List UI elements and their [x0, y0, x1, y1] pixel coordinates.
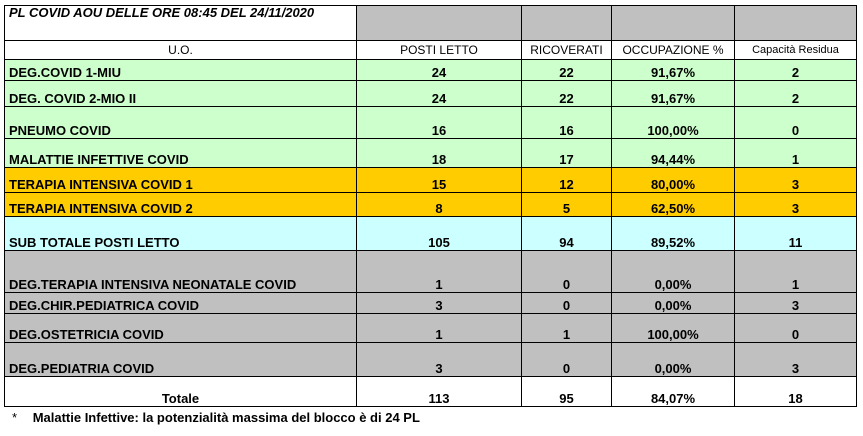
covid-beds-table	[4, 5, 857, 407]
row-posti-letto: 105	[357, 217, 522, 251]
header-row	[5, 41, 857, 60]
row-ricoverati: 22	[522, 60, 612, 81]
row-posti-letto: 18	[357, 139, 522, 168]
header-capacita-residua: Capacità Residua	[735, 41, 857, 60]
title-filler-cell	[612, 6, 735, 41]
title-row	[5, 6, 857, 41]
row-uo: DEG. COVID 2-MIO II	[5, 81, 357, 107]
row-occupazione: 89,52%	[612, 217, 735, 251]
table-row	[5, 293, 857, 314]
row-uo: Totale	[5, 377, 357, 407]
row-uo: DEG.COVID 1-MIU	[5, 60, 357, 81]
row-capacita-residua: 3	[735, 168, 857, 193]
table-row	[5, 60, 857, 81]
header-occupazione: OCCUPAZIONE %	[612, 41, 735, 60]
row-occupazione: 0,00%	[612, 293, 735, 314]
row-capacita-residua: 1	[735, 139, 857, 168]
row-posti-letto: 24	[357, 81, 522, 107]
header-posti-letto: POSTI LETTO	[357, 41, 522, 60]
footnote	[12, 410, 420, 425]
row-uo: TERAPIA INTENSIVA COVID 1	[5, 168, 357, 193]
total-row	[5, 377, 857, 407]
footnote-marker: *	[12, 410, 18, 425]
row-ricoverati: 95	[522, 377, 612, 407]
report-title: PL COVID AOU DELLE ORE 08:45 DEL 24/11/2020	[5, 6, 357, 41]
row-ricoverati: 0	[522, 251, 612, 293]
row-posti-letto: 24	[357, 60, 522, 81]
row-ricoverati: 17	[522, 139, 612, 168]
row-occupazione: 91,67%	[612, 60, 735, 81]
title-filler-cell	[522, 6, 612, 41]
table-row	[5, 168, 857, 193]
row-occupazione: 100,00%	[612, 314, 735, 343]
table-row	[5, 193, 857, 217]
row-capacita-residua: 1	[735, 251, 857, 293]
title-filler-cell	[357, 6, 522, 41]
row-capacita-residua: 0	[735, 107, 857, 139]
row-occupazione: 0,00%	[612, 343, 735, 377]
row-ricoverati: 12	[522, 168, 612, 193]
row-uo: DEG.OSTETRICIA COVID	[5, 314, 357, 343]
row-posti-letto: 1	[357, 314, 522, 343]
row-uo: DEG.PEDIATRIA COVID	[5, 343, 357, 377]
row-capacita-residua: 11	[735, 217, 857, 251]
table-row	[5, 139, 857, 168]
row-ricoverati: 0	[522, 343, 612, 377]
row-ricoverati: 1	[522, 314, 612, 343]
header-uo: U.O.	[5, 41, 357, 60]
subtotal-row	[5, 217, 857, 251]
row-uo: PNEUMO COVID	[5, 107, 357, 139]
row-ricoverati: 0	[522, 293, 612, 314]
row-uo: DEG.CHIR.PEDIATRICA COVID	[5, 293, 357, 314]
row-capacita-residua: 3	[735, 293, 857, 314]
row-ricoverati: 22	[522, 81, 612, 107]
row-posti-letto: 16	[357, 107, 522, 139]
row-posti-letto: 113	[357, 377, 522, 407]
header-ricoverati: RICOVERATI	[522, 41, 612, 60]
title-filler-cell	[735, 6, 857, 41]
table-row	[5, 81, 857, 107]
row-capacita-residua: 3	[735, 193, 857, 217]
row-occupazione: 91,67%	[612, 81, 735, 107]
row-posti-letto: 1	[357, 251, 522, 293]
row-occupazione: 80,00%	[612, 168, 735, 193]
row-capacita-residua: 18	[735, 377, 857, 407]
table-row	[5, 251, 857, 293]
row-uo: DEG.TERAPIA INTENSIVA NEONATALE COVID	[5, 251, 357, 293]
row-occupazione: 0,00%	[612, 251, 735, 293]
row-capacita-residua: 0	[735, 314, 857, 343]
table-row	[5, 343, 857, 377]
row-ricoverati: 94	[522, 217, 612, 251]
row-posti-letto: 3	[357, 293, 522, 314]
row-ricoverati: 16	[522, 107, 612, 139]
row-capacita-residua: 2	[735, 81, 857, 107]
row-uo: MALATTIE INFETTIVE COVID	[5, 139, 357, 168]
row-posti-letto: 3	[357, 343, 522, 377]
row-ricoverati: 5	[522, 193, 612, 217]
row-uo: SUB TOTALE POSTI LETTO	[5, 217, 357, 251]
row-posti-letto: 15	[357, 168, 522, 193]
row-uo: TERAPIA INTENSIVA COVID 2	[5, 193, 357, 217]
row-posti-letto: 8	[357, 193, 522, 217]
row-capacita-residua: 3	[735, 343, 857, 377]
table-row	[5, 314, 857, 343]
table-row	[5, 107, 857, 139]
row-occupazione: 94,44%	[612, 139, 735, 168]
row-occupazione: 100,00%	[612, 107, 735, 139]
row-occupazione: 84,07%	[612, 377, 735, 407]
row-occupazione: 62,50%	[612, 193, 735, 217]
row-capacita-residua: 2	[735, 60, 857, 81]
footnote-text: Malattie Infettive: la potenzialità massima del blocco è di 24 PL	[32, 410, 420, 425]
